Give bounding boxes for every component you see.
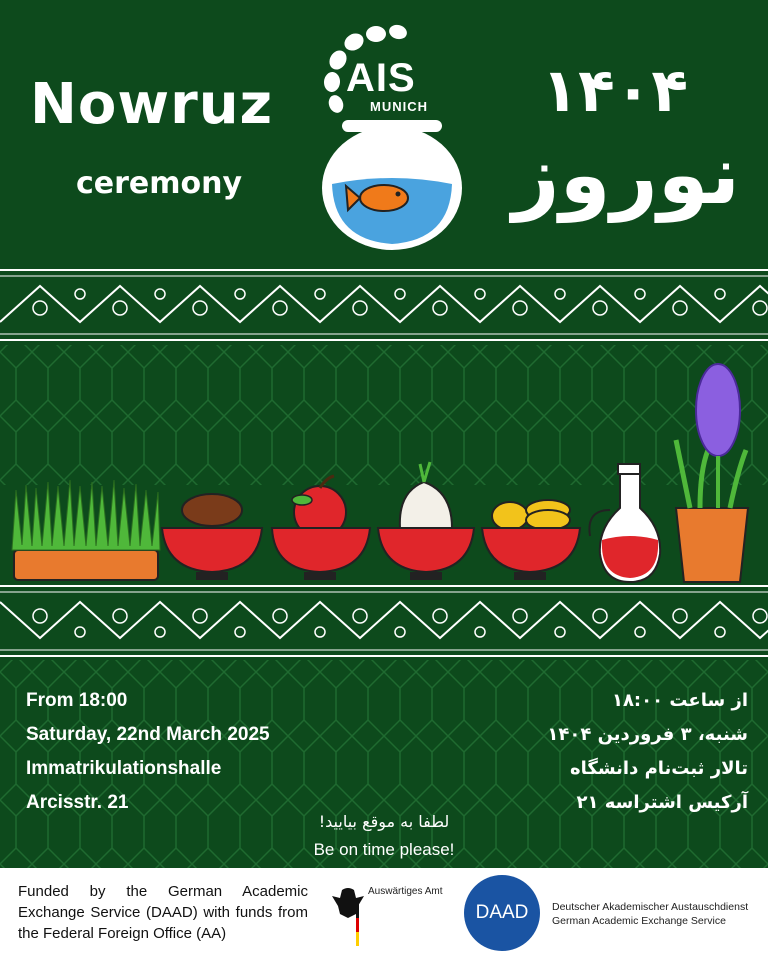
notice-english: Be on time please!: [313, 840, 455, 859]
daad-name-english: German Academic Exchange Service: [552, 915, 726, 927]
subtitle-english: ceremony: [76, 166, 243, 201]
daad-logo: DAAD: [464, 875, 540, 951]
auswaertiges-amt-label: Auswärtiges Amt: [368, 886, 443, 897]
year-persian: ۱۴۰۴: [541, 56, 688, 126]
apple-bowl-icon: [272, 476, 370, 580]
logo-city: MUNICH: [370, 99, 428, 114]
daad-name-german: Deutscher Akademischer Austauschdienst: [552, 901, 749, 913]
time-fa: از ساعت ۱۸:۰۰: [611, 690, 748, 711]
date-fa: شنبه، ۳ فروردین ۱۴۰۴: [547, 724, 748, 745]
venue-en: Immatrikulationshalle: [26, 758, 222, 779]
ornament-band-top: [0, 262, 768, 348]
notice-persian: لطفا به موقع بیایید!: [318, 812, 450, 831]
haft-sin-items: [0, 360, 768, 590]
coins-bowl-icon: [482, 500, 580, 580]
time-en: From 18:00: [26, 690, 128, 711]
auswaertiges-amt-logo: [330, 884, 450, 950]
date-en: Saturday, 22nd March 2025: [26, 724, 270, 745]
hyacinth-icon: [676, 364, 748, 582]
logo-name: AIS: [346, 56, 416, 100]
event-details-english: [26, 684, 270, 820]
footer: [0, 868, 768, 959]
address-en: Arcisstr. 21: [26, 792, 129, 813]
event-details-persian: [547, 684, 748, 820]
title-persian: نوروز: [512, 128, 740, 223]
funding-statement: Funded by the German Academic Exchange Service (DAAD) with funds from the Federal Foreign Office (AA): [18, 883, 308, 942]
venue-fa: تالار ثبت‌نام دانشگاه: [569, 758, 748, 779]
federal-eagle-icon: [330, 884, 366, 950]
vinegar-bottle-icon: [589, 464, 660, 582]
garlic-bowl-icon: [378, 462, 474, 580]
dates-bowl-icon: [162, 494, 262, 580]
sabzeh-icon: [12, 480, 160, 580]
daad-name: [552, 900, 748, 928]
title-english: Nowruz: [30, 72, 274, 137]
address-fa: آرکیس اشتراسه ۲۱: [576, 792, 748, 813]
ornament-band-bottom: [0, 578, 768, 664]
